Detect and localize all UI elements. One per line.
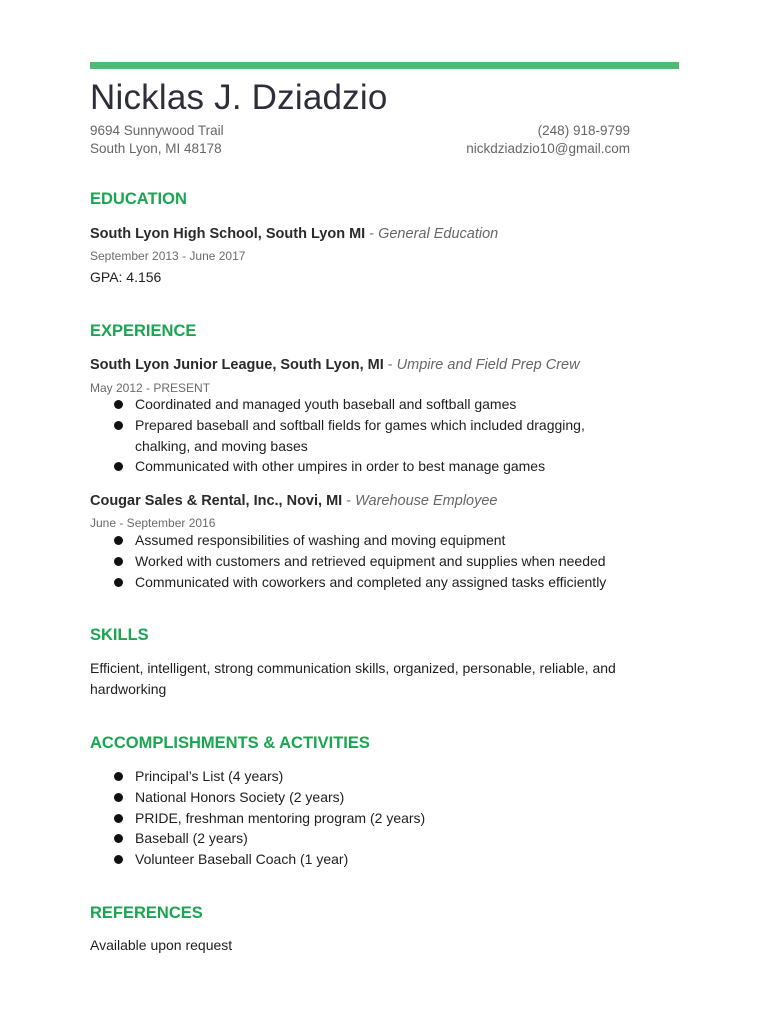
list-item-text: Coordinated and managed youth baseball and softball games: [135, 396, 517, 412]
list-item-text: Baseball (2 years): [135, 830, 248, 847]
list-item: [0, 766, 635, 787]
contact-block: [466, 122, 630, 158]
job-title: [90, 493, 498, 509]
phone-number: (248) 918-9799: [537, 123, 630, 138]
list-item: [0, 456, 635, 477]
bullet-icon: [114, 793, 123, 802]
list-item: [0, 530, 635, 551]
references-text: Available upon request: [90, 937, 233, 953]
job-duties-list: [0, 530, 635, 592]
list-item: [0, 787, 635, 808]
education-dates: September 2013 - June 2017: [90, 249, 246, 263]
list-item: [0, 808, 635, 829]
list-item-text: Volunteer Baseball Coach (1 year): [135, 851, 349, 868]
bullet-icon: [114, 536, 123, 545]
list-item: [0, 828, 635, 849]
employer-name: Cougar Sales & Rental, Inc., Novi, MI: [90, 493, 343, 509]
bullet-icon: [114, 462, 123, 471]
bullet-icon: [114, 855, 123, 864]
title-separator: -: [365, 226, 379, 242]
accent-bar: [90, 62, 679, 69]
accomplishments-heading: ACCOMPLISHMENTS & ACTIVITIES: [90, 734, 370, 752]
address-line-1: 9694 Sunnywood Trail: [90, 123, 224, 138]
job-dates: June - September 2016: [90, 516, 216, 530]
references-heading: REFERENCES: [90, 904, 203, 922]
list-item-text: Communicated with other umpires in order to best manage games: [135, 458, 546, 475]
experience-heading: EXPERIENCE: [90, 322, 197, 340]
title-separator: -: [342, 493, 356, 509]
list-item-text: PRIDE, freshman mentoring program (2 years): [135, 809, 426, 826]
list-item-text: Assumed responsibilities of washing and moving equipment: [135, 532, 506, 548]
list-item: [0, 849, 635, 870]
education-entry-title: [90, 226, 498, 242]
bullet-icon: [114, 834, 123, 843]
list-item: [0, 394, 635, 415]
candidate-name: Nicklas J. Dziadzio: [90, 78, 388, 117]
skills-text: Efficient, intelligent, strong communication skills, organized, personable, reliable, and hardworking: [90, 660, 616, 697]
job-role: Umpire and Field Prep Crew: [396, 357, 580, 373]
list-item-text: Prepared baseball and softball fields for games which included dragging, chalking, and moving bases: [135, 416, 585, 454]
program-name: General Education: [378, 226, 499, 242]
school-name: South Lyon High School, South Lyon MI: [90, 226, 366, 242]
bullet-icon: [114, 772, 123, 781]
list-item-text: National Honors Society (2 years): [135, 788, 345, 805]
bullet-icon: [114, 400, 123, 409]
job-role: Warehouse Employee: [355, 493, 498, 509]
bullet-icon: [114, 557, 123, 566]
education-heading: EDUCATION: [90, 190, 187, 208]
accomplishments-list: [0, 766, 635, 870]
list-item: [0, 551, 635, 572]
list-item-text: Worked with customers and retrieved equipment and supplies when needed: [135, 552, 606, 569]
address-line-2: South Lyon, MI 48178: [90, 141, 222, 156]
list-item: [0, 572, 635, 593]
email-address: nickdziadzio10@gmail.com: [466, 141, 630, 156]
list-item: [0, 415, 635, 457]
title-separator: -: [383, 357, 397, 373]
bullet-icon: [114, 814, 123, 823]
job-duties-list: [0, 394, 635, 477]
job-dates: May 2012 - PRESENT: [90, 381, 211, 395]
list-item-text: Communicated with coworkers and completed any assigned tasks efficiently: [135, 573, 607, 590]
skills-heading: SKILLS: [90, 626, 149, 644]
employer-name: South Lyon Junior League, South Lyon, MI: [90, 357, 384, 373]
bullet-icon: [114, 578, 123, 587]
gpa: GPA: 4.156: [90, 269, 162, 285]
bullet-icon: [114, 421, 123, 430]
list-item-text: Principal’s List (4 years): [135, 768, 284, 784]
address-block: [90, 122, 224, 158]
job-title: [90, 357, 580, 373]
